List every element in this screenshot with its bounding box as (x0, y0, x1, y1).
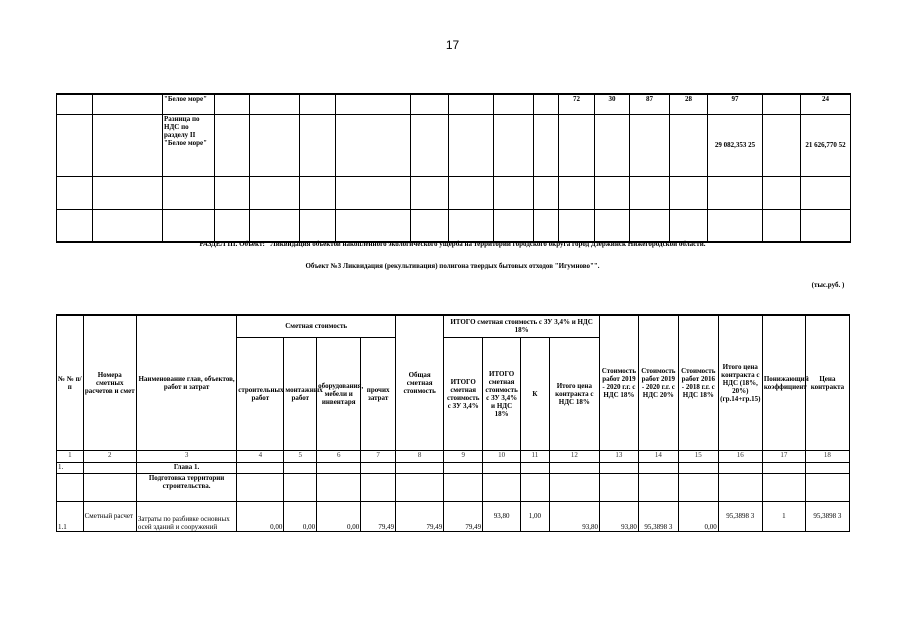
chapter-row (57, 462, 850, 473)
chapter-label: Глава 1. (136, 462, 236, 473)
cell: 0,00 (678, 501, 718, 531)
col17-header: Понижающий коэффициент (762, 315, 805, 450)
cell: 1 (762, 501, 805, 531)
col11-header: К (521, 337, 550, 450)
col-number: 7 (361, 450, 396, 462)
col-number: 4 (237, 450, 284, 462)
cell: 95,3898 3 (718, 501, 762, 531)
estimate-table (56, 314, 850, 532)
col16-header: Итого цена контракта с НДС (18%, 20%) (гр.14+гр.15) (718, 315, 762, 450)
units-label: (тыс.руб. ) (811, 281, 845, 289)
cell: 93,80 (483, 501, 521, 531)
col5-header: монтажных работ (284, 337, 317, 450)
total-group-header: ИТОГО сметная стоимость с ЗУ 3,4% и НДС 18% (444, 315, 600, 337)
col-number: 5 (284, 450, 317, 462)
table-row (57, 501, 850, 531)
col-num-header: № № п/п (57, 315, 84, 450)
column-numbers-row (57, 450, 850, 462)
item-number: 1.1 (57, 501, 84, 531)
cell: 72 (559, 94, 595, 114)
table-row (57, 209, 851, 242)
cell: 79,49 (396, 501, 444, 531)
cell: 87 (630, 94, 670, 114)
col-number: 16 (718, 450, 762, 462)
cell: 0,00 (317, 501, 361, 531)
col-number: 6 (317, 450, 361, 462)
chapter-name-row (57, 473, 850, 501)
col-number: 11 (521, 450, 550, 462)
header-row (57, 315, 850, 337)
table-row (57, 94, 851, 114)
cell: 0,00 (284, 501, 317, 531)
cell: 79,49 (361, 501, 396, 531)
cell: 24 (801, 94, 851, 114)
col7-header: прочих затрат (361, 337, 396, 450)
col13-header: Стоимость работ 2019 - 2020 г.г. с НДС 18% (599, 315, 638, 450)
col14-header: Стоимость работ 2019 - 2020 г.г. с НДС 20% (638, 315, 678, 450)
col15-header: Стоимость работ 2016 - 2018 г.г. с НДС 18% (678, 315, 718, 450)
col-number: 1 (57, 450, 84, 462)
row-name: "Белое море" (163, 94, 215, 114)
continuation-table (56, 93, 851, 243)
cell: 93,80 (599, 501, 638, 531)
col-total-header: Общая сметная стоимость (396, 315, 444, 450)
cost-group-header: Сметная стоимость (237, 315, 396, 337)
row-name: Разница по НДС по разделу II "Белое море" (163, 114, 215, 176)
col4-header: строительных работ (237, 337, 284, 450)
cell: 97 (708, 94, 763, 114)
col-number: 12 (549, 450, 599, 462)
page-number: 17 (445, 38, 460, 52)
col-number: 17 (762, 450, 805, 462)
cell: 95,3898 3 (805, 501, 849, 531)
col-number: 14 (638, 450, 678, 462)
col-number: 3 (136, 450, 236, 462)
cell: 0,00 (237, 501, 284, 531)
cell: 21 626,770 52 (801, 114, 851, 176)
col-number: 2 (83, 450, 136, 462)
chapter-number: 1. (57, 462, 84, 473)
col-number: 13 (599, 450, 638, 462)
col10-header: ИТОГО сметная стоимость с ЗУ 3,4% и НДС 18% (483, 337, 521, 450)
col-number: 18 (805, 450, 849, 462)
col-number: 15 (678, 450, 718, 462)
section-title: РАЗДЕЛ III. Объект: "Ликвидация объектов накопленного экологического ущерба на территории городского округа город Дзержинск Нижегородской области. (199, 240, 706, 248)
table-row (57, 176, 851, 209)
col-number: 9 (444, 450, 483, 462)
col-number: 10 (483, 450, 521, 462)
cell: 30 (595, 94, 630, 114)
cell: 1,00 (521, 501, 550, 531)
table-row (57, 114, 851, 176)
item-ref: Сметный расчет (83, 501, 136, 531)
col-number: 8 (396, 450, 444, 462)
cell: 28 (670, 94, 708, 114)
col-name-header: Наименование глав, объектов, работ и затрат (136, 315, 236, 450)
cell: 79,49 (444, 501, 483, 531)
cell: 29 082,353 25 (708, 114, 763, 176)
col18-header: Цена контракта (805, 315, 849, 450)
cell: 93,80 (549, 501, 599, 531)
col9-header: ИТОГО сметная стоимость с ЗУ 3,4% (444, 337, 483, 450)
col6-header: оборудования, мебели и инвентаря (317, 337, 361, 450)
cell: 95,3898 3 (638, 501, 678, 531)
object-title: Объект №3 Ликвидация (рекультивация) полигона твердых бытовых отходов "Игумново"". (305, 262, 600, 270)
col12-header: Итого цена контракта с НДС 18% (549, 337, 599, 450)
col-ref-header: Номера сметных расчетов и смет (83, 315, 136, 450)
chapter-name: Подготовка территории строительства. (136, 473, 236, 501)
item-name: Затраты по разбивке основных осей зданий и сооружений (136, 501, 236, 531)
